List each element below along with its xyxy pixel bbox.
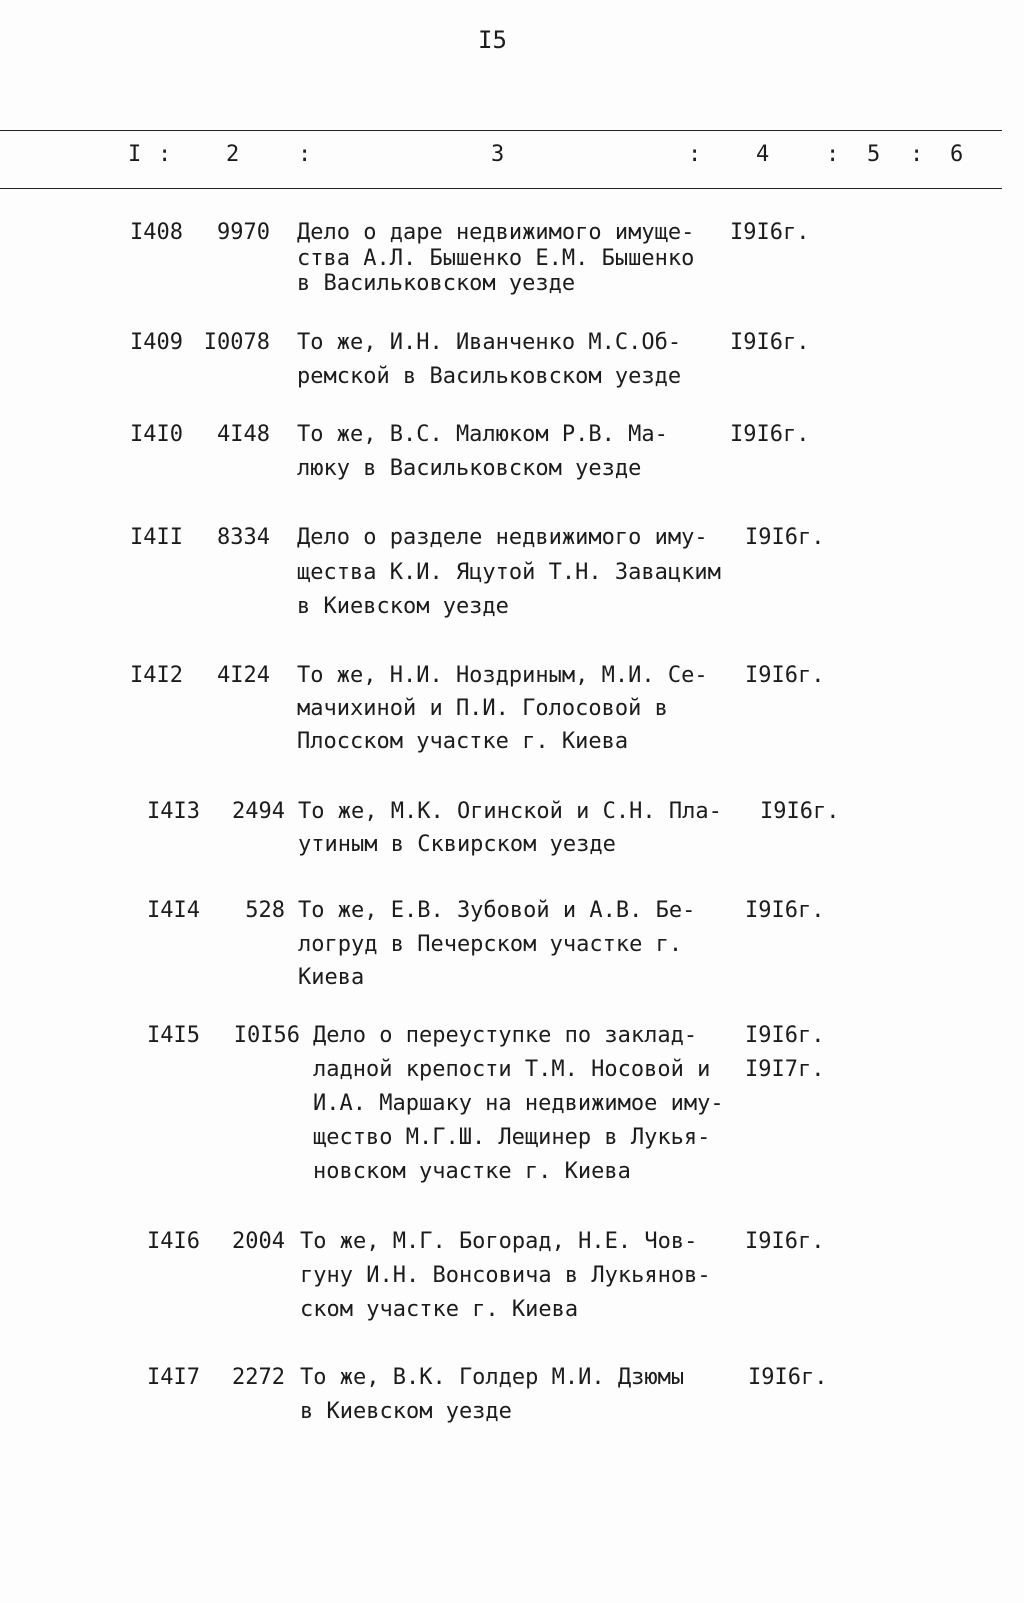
entry-year: I9I6г. (760, 799, 840, 824)
description-line: ском участке г. Киева (300, 1297, 579, 1322)
column-header-1: I (128, 142, 142, 167)
description-line: гуну И.Н. Вонсовича в Лукьянов- (300, 1263, 711, 1288)
column-header-3: 3 (491, 142, 505, 167)
description-line: щества К.И. Яцутой Т.Н. Завацким (297, 559, 721, 585)
entry-year: I9I6г. (730, 220, 810, 245)
entry-number: I4I6 (147, 1229, 200, 1254)
description-line: Дело о даре недвижимого имуще- (297, 220, 695, 245)
header-bottom-rule (0, 188, 1002, 189)
description-line: люку в Васильковском уезде (297, 456, 642, 481)
description-line: И.А. Маршаку на недвижимое иму- (313, 1091, 724, 1116)
column-separator: : (688, 142, 702, 167)
column-separator: : (910, 142, 924, 167)
description-line: То же, Н.И. Ноздриным, М.И. Се- (297, 663, 708, 688)
entry-number: I408 (130, 220, 183, 245)
entry-number: I4I5 (147, 1023, 200, 1048)
description-line: в Васильковском уезде (297, 271, 576, 296)
archive-number: 4I24 (217, 663, 270, 688)
entry-year: I9I6г. (745, 898, 825, 923)
entry-year: I9I6г. (745, 525, 825, 550)
description-line: в Киевском уезде (297, 594, 509, 619)
page-number: I5 (478, 26, 507, 54)
description-line: ладной крепости Т.М. Носовой и (313, 1057, 711, 1082)
entry-number: I4I7 (147, 1365, 200, 1390)
archive-number: 2494 (232, 799, 285, 824)
description-line: щество М.Г.Ш. Лещинер в Лукья- (313, 1125, 711, 1150)
archive-number: 2004 (232, 1229, 285, 1254)
description-line: Дело о разделе недвижимого иму- (297, 525, 708, 550)
entry-year: I9I6г. (745, 1229, 825, 1254)
archive-number: 528 (245, 898, 285, 923)
description-line: в Киевском уезде (300, 1399, 512, 1424)
archive-number: 4I48 (217, 422, 270, 447)
description-line: мачихиной и П.И. Голосовой в (297, 696, 668, 721)
entry-year: I9I7г. (745, 1057, 825, 1082)
description-line: новском участке г. Киева (313, 1159, 631, 1184)
entry-number: I4II (130, 525, 183, 550)
description-line: То же, В.С. Малюком Р.В. Ма- (297, 422, 668, 447)
entry-number: I4I4 (147, 898, 200, 923)
description-line: То же, Е.В. Зубовой и А.В. Бе- (298, 898, 696, 923)
column-separator: : (826, 142, 840, 167)
entry-year: I9I6г. (748, 1365, 828, 1390)
header-top-rule (0, 130, 1002, 131)
entry-year: I9I6г. (745, 1023, 825, 1048)
entry-number: I409 (130, 330, 183, 355)
column-header-4: 4 (756, 142, 770, 167)
description-line: Плосском участке г. Киева (297, 729, 629, 754)
archive-number: 8334 (217, 525, 270, 550)
entry-year: I9I6г. (730, 330, 810, 355)
description-line: Киева (298, 965, 365, 990)
column-header-6: 6 (950, 142, 964, 167)
description-line: То же, В.К. Голдер М.И. Дзюмы (300, 1365, 685, 1390)
entry-number: I4I0 (130, 422, 183, 447)
description-line: ремской в Васильковском уезде (297, 364, 682, 389)
description-line: Дело о переуступке по заклад- (313, 1023, 698, 1048)
entry-number: I4I2 (130, 663, 183, 688)
column-separator: : (158, 142, 172, 167)
column-separator: : (298, 142, 312, 167)
entry-year: I9I6г. (730, 422, 810, 447)
description-line: То же, М.К. Огинской и С.Н. Пла- (298, 799, 722, 824)
entry-year: I9I6г. (745, 663, 825, 688)
description-line: То же, И.Н. Иванченко М.С.Об- (297, 330, 682, 355)
archive-number: 2272 (232, 1365, 285, 1390)
column-header-5: 5 (867, 142, 881, 167)
archive-number: I0I56 (233, 1023, 300, 1048)
description-line: ства А.Л. Бышенко Е.М. Бышенко (297, 245, 695, 271)
description-line: логруд в Печерском участке г. (298, 931, 683, 957)
column-header-2: 2 (226, 142, 240, 167)
description-line: утиным в Сквирском уезде (298, 832, 616, 857)
archive-number: 9970 (217, 220, 270, 245)
archive-number: I0078 (203, 330, 270, 355)
entry-number: I4I3 (147, 799, 200, 824)
description-line: То же, М.Г. Богорад, Н.Е. Чов- (300, 1229, 698, 1254)
